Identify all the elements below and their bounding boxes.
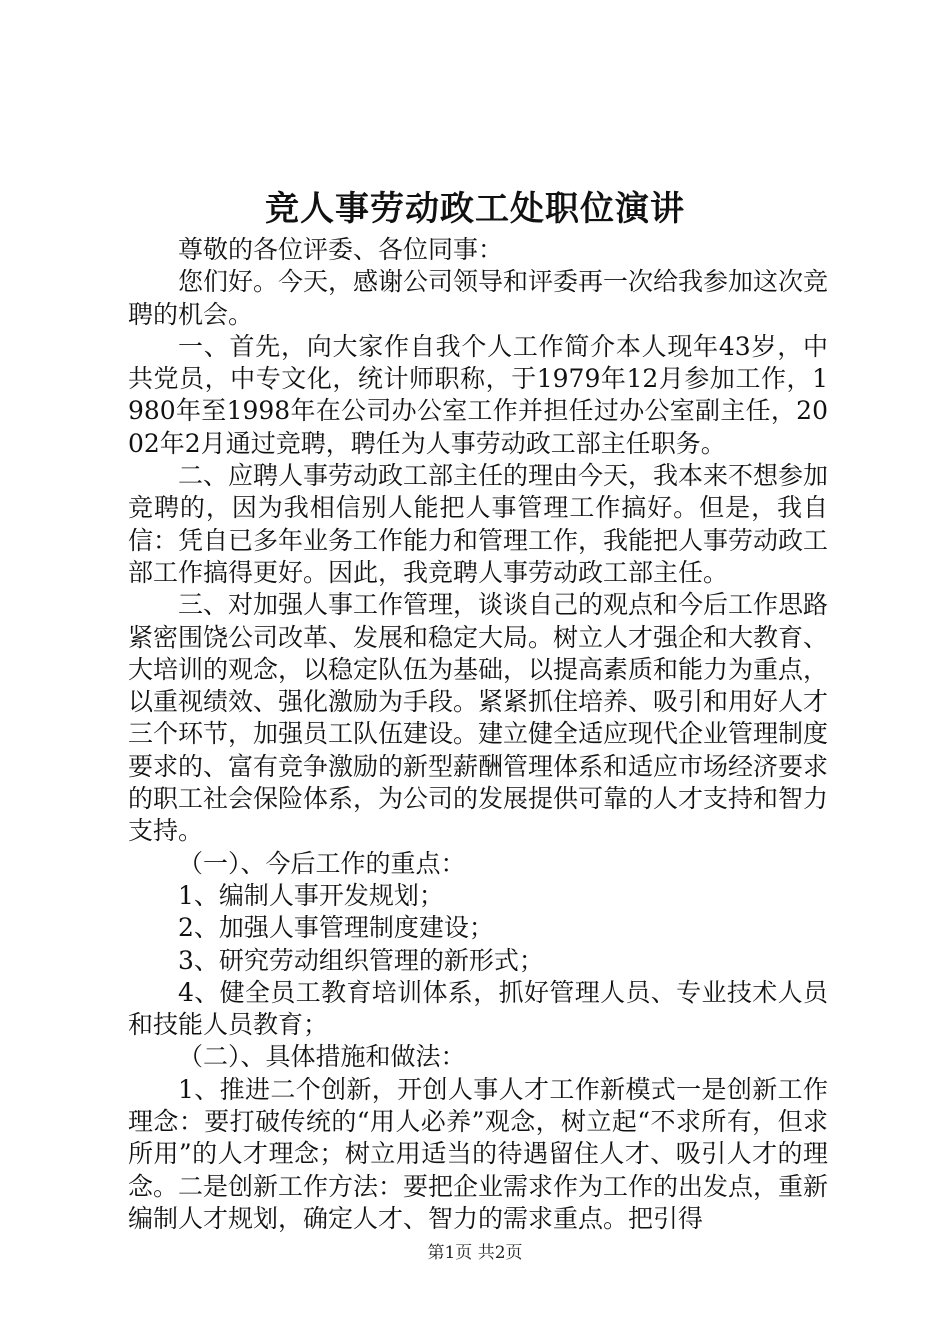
section-heading-measures: （二）、具体措施和做法： xyxy=(178,1042,466,1072)
document-title: 竞人事劳动政工处职位演讲 xyxy=(265,189,685,229)
list-item-measure-1: 1、推进二个创新，开创人事人才工作新模式一是创新工作理念：要打破传统的“用人必养”观念，树立起“不求所有，但求所用”的人才理念；树立用适当的待遇留住人才、吸引人才的理念。二是创新工作方法：要把企业需求作为工作的出发点，重新编制人才规划，确定人才、智力的需求重点。把引得 xyxy=(128,1074,829,1233)
paragraph-salutation: 尊敬的各位评委、各位同事： xyxy=(178,235,504,264)
section-heading-priorities: （一）、今后工作的重点： xyxy=(178,848,466,878)
page-number-footer: 第1页 共2页 xyxy=(427,1243,523,1263)
paragraph-self-introduction: 一、首先，向大家作自我个人工作简介本人现年43岁，中共党员，中专文化，统计师职称，于1979年12月参加工作，1980年至1998年在公司办公室工作并担任过办公室副主任，2002年2月通过竞聘，聘任为人事劳动政工部主任职务。 xyxy=(128,331,828,458)
list-item-priority-3: 3、研究劳动组织管理的新形式； xyxy=(178,945,544,975)
list-item-priority-1: 1、编制人事开发规划； xyxy=(178,880,444,910)
paragraph-greeting: 您们好。今天，感谢公司领导和评委再一次给我参加这次竞聘的机会。 xyxy=(128,267,829,329)
document-body xyxy=(128,234,828,1235)
list-item-priority-4: 4、健全员工教育培训体系，抓好管理人员、专业技术人员和技能人员教育； xyxy=(128,977,828,1040)
paragraph-reasons: 二、应聘人事劳动政工部主任的理由今天，我本来不想参加竞聘的，因为我相信别人能把人事管理工作搞好。但是，我自信：凭自已多年业务工作能力和管理工作，我能把人事劳动政工部工作搞得更好。因此，我竞聘人事劳动政工部主任。 xyxy=(128,461,829,587)
list-item-priority-2: 2、加强人事管理制度建设； xyxy=(178,913,494,943)
paragraph-work-approach: 三、对加强人事工作管理，谈谈自己的观点和今后工作思路紧密围饶公司改革、发展和稳定大局。树立人才强企和大教育、大培训的观念，以稳定队伍为基础，以提高素质和能力为重点，以重视绩效、强化激励为手段。紧紧抓住培养、吸引和用好人才三个环节，加强员工队伍建设。建立健全适应现代企业管理制度要求的、富有竞争激励的新型薪酬管理体系和适应市场经济要求的职工社会保险体系，为公司的发展提供可靠的人才支持和智力支持。 xyxy=(128,590,829,846)
